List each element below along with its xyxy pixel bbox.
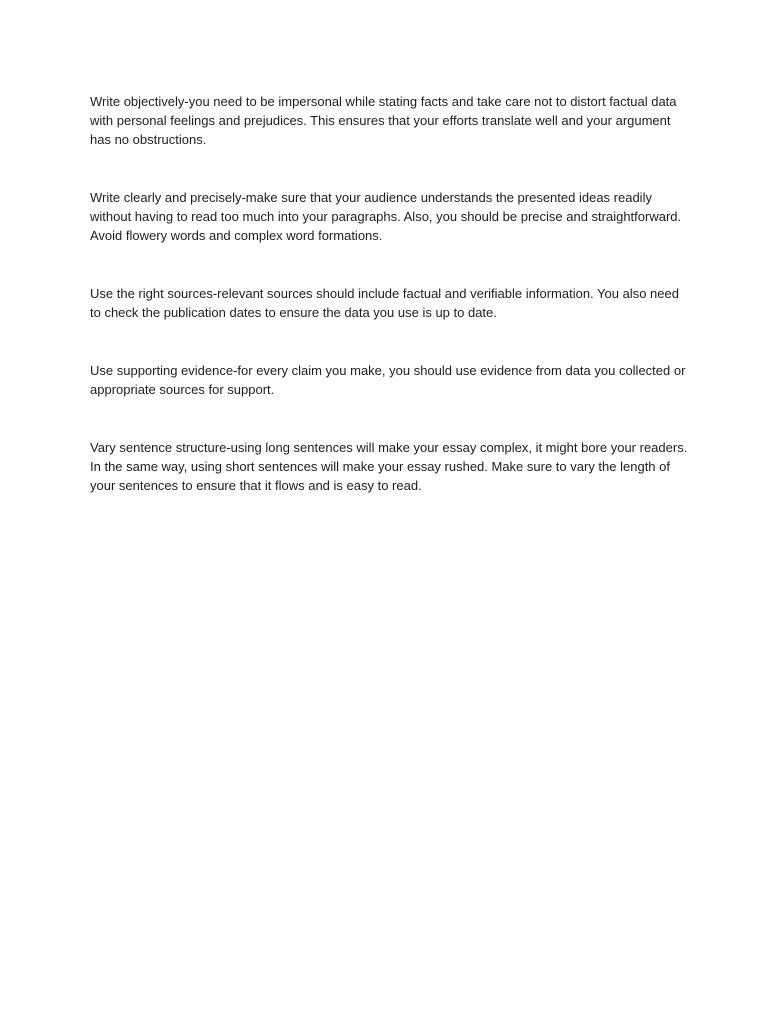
paragraph-write-objectively: Write objectively-you need to be impersonal while stating facts and take care not to distort factual data with personal feelings and prejudices. This ensures that your efforts translate well and your argument has no obstructions.	[90, 94, 677, 147]
paragraph-supporting-evidence: Use supporting evidence-for every claim you make, you should use evidence from data you collected or appropriate sources for support.	[90, 363, 686, 397]
document-body	[90, 92, 690, 495]
paragraph-vary-sentence-structure: Vary sentence structure-using long sentences will make your essay complex, it might bore your readers. In the same way, using short sentences will make your essay rushed. Make sure to vary the length of your sentences to ensure that it flows and is easy to read.	[90, 440, 688, 493]
paragraph-right-sources: Use the right sources-relevant sources should include factual and verifiable information. You also need to check the publication dates to ensure the data you use is up to date.	[90, 286, 679, 320]
paragraph-write-clearly: Write clearly and precisely-make sure that your audience understands the presented ideas readily without having to read too much into your paragraphs. Also, you should be precise and straightforward. Avoid flowery words and complex word formations.	[90, 190, 682, 243]
